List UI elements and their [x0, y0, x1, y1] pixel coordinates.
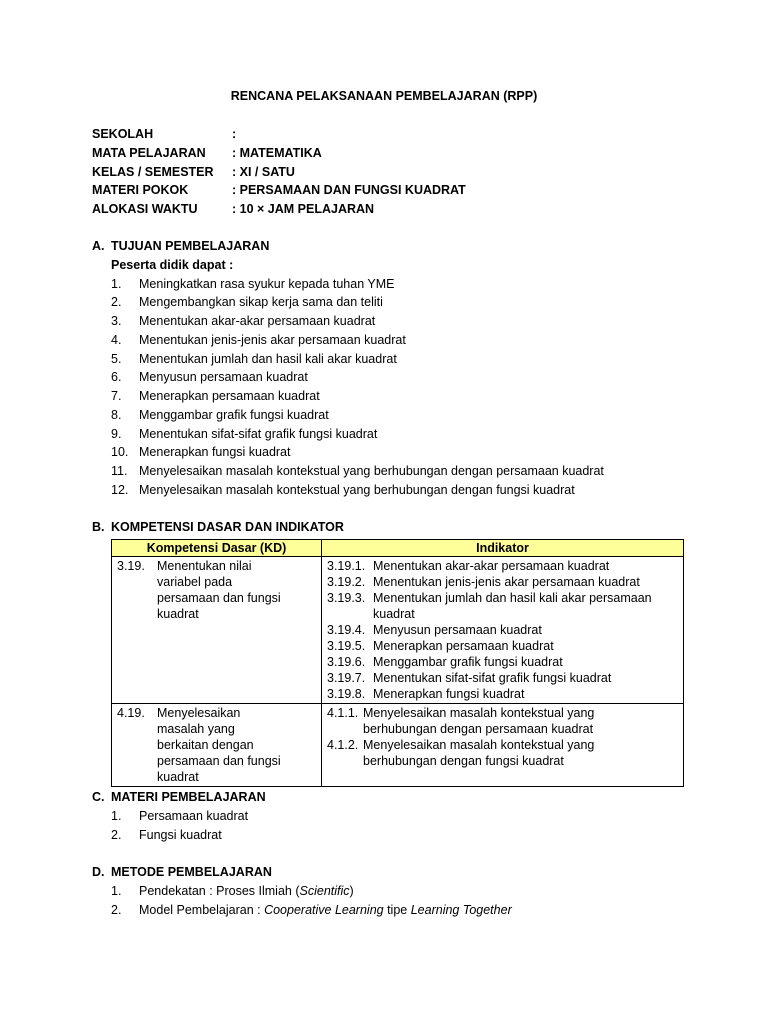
indicator-number: 3.19.6. [327, 655, 366, 669]
table-row [112, 557, 684, 704]
list-item-number: 1. [111, 884, 122, 898]
indicator-number: 3.19.4. [327, 623, 366, 637]
identity-value-materi-pokok: : PERSAMAAN DAN FUNGSI KUADRAT [232, 183, 466, 197]
table-header-indicator: Indikator [322, 540, 684, 557]
list-item-number: 8. [111, 408, 122, 422]
table-header-kd: Kompetensi Dasar (KD) [112, 540, 322, 557]
section-d-letter: D. [92, 865, 105, 879]
indicator-cell [322, 557, 684, 704]
indicator-text: Menyusun persamaan kuadrat [373, 623, 542, 637]
indicator-number: 4.1.2. [327, 738, 359, 752]
list-item: Menerapkan persamaan kuadrat [139, 389, 320, 403]
indicator-number: 3.19.8. [327, 687, 366, 701]
list-item-number: 12. [111, 483, 129, 497]
list-item: Mengembangkan sikap kerja sama dan teliti [139, 295, 383, 309]
approach-close: ) [349, 884, 354, 898]
list-item [139, 903, 512, 917]
section-d-title: METODE PEMBELAJARAN [111, 865, 272, 879]
kd-number: 4.19. [117, 706, 145, 720]
list-item-number: 11. [111, 464, 128, 478]
section-b-title: KOMPETENSI DASAR DAN INDIKATOR [111, 520, 344, 534]
indicator-text: Menerapkan fungsi kuadrat [373, 687, 525, 701]
list-item: Fungsi kuadrat [139, 828, 222, 842]
indicator-text: Menentukan akar-akar persamaan kuadrat [373, 559, 610, 573]
list-item: Menentukan sifat-sifat grafik fungsi kuadrat [139, 427, 378, 441]
indicator-text: Menerapkan persamaan kuadrat [373, 639, 554, 653]
indicator-number: 3.19.5. [327, 639, 366, 653]
list-item-number: 2. [111, 295, 122, 309]
list-item: Menentukan jumlah dan hasil kali akar kuadrat [139, 352, 397, 366]
identity-label-mata-pelajaran: MATA PELAJARAN [92, 146, 206, 160]
indicator-number: 3.19.1. [327, 559, 366, 573]
identity-label-alokasi-waktu: ALOKASI WAKTU [92, 202, 198, 216]
list-item-number: 2. [111, 903, 122, 917]
indicator-text: Menentukan sifat-sifat grafik fungsi kuadrat [373, 671, 612, 685]
indicator-number: 4.1.1. [327, 706, 359, 720]
indicator-number: 3.19.7. [327, 671, 366, 685]
list-item: Menggambar grafik fungsi kuadrat [139, 408, 329, 422]
list-item [139, 884, 354, 898]
list-item-number: 2. [111, 828, 122, 842]
list-item-number: 3. [111, 314, 122, 328]
identity-value-mata-pelajaran: : MATEMATIKA [232, 146, 322, 160]
kd-text: Menentukan nilai variabel pada persamaan dan fungsi kuadrat [157, 559, 281, 621]
identity-value-sekolah: : [232, 127, 237, 141]
model-label: Model Pembelajaran : [139, 903, 265, 917]
list-item: Menerapkan fungsi kuadrat [139, 445, 291, 459]
identity-value-alokasi-waktu: : 10 × JAM PELAJARAN [232, 202, 375, 216]
model-italic-2: Learning Together [410, 903, 512, 917]
model-mid: tipe [383, 903, 411, 917]
indicator-number: 3.19.3. [327, 591, 366, 605]
list-item: Menyelesaikan masalah kontekstual yang berhubungan dengan fungsi kuadrat [139, 483, 575, 497]
list-item: Menentukan akar-akar persamaan kuadrat [139, 314, 376, 328]
indicator-text: Menentukan jumlah dan hasil kali akar persamaan kuadrat [373, 591, 652, 621]
list-item-number: 6. [111, 370, 122, 384]
list-item-number: 4. [111, 333, 122, 347]
list-item-number: 1. [111, 809, 122, 823]
list-item: Menyelesaikan masalah kontekstual yang berhubungan dengan persamaan kuadrat [139, 464, 604, 478]
kd-cell [112, 557, 322, 704]
indicator-number: 3.19.2. [327, 575, 366, 589]
list-item-number: 9. [111, 427, 122, 441]
approach-italic: Scientific [299, 884, 350, 898]
section-b-letter: B. [92, 520, 105, 534]
section-c-letter: C. [92, 790, 105, 804]
identity-label-sekolah: SEKOLAH [92, 127, 154, 141]
kd-number: 3.19. [117, 559, 145, 573]
indicator-text: Menentukan jenis-jenis akar persamaan kuadrat [373, 575, 640, 589]
identity-label-kelas-semester: KELAS / SEMESTER [92, 165, 214, 179]
kd-text: Menyelesaikan masalah yang berkaitan dengan persamaan dan fungsi kuadrat [157, 706, 281, 784]
list-item-number: 1. [111, 277, 122, 291]
identity-value-kelas-semester: : XI / SATU [232, 165, 295, 179]
indicator-cell [322, 704, 684, 787]
section-a-intro: Peserta didik dapat : [111, 258, 234, 272]
table-header-row [112, 540, 684, 557]
section-c-title: MATERI PEMBELAJARAN [111, 790, 266, 804]
document-title: RENCANA PELAKSANAAN PEMBELAJARAN (RPP) [230, 89, 538, 103]
list-item: Menentukan jenis-jenis akar persamaan kuadrat [139, 333, 406, 347]
list-item-number: 7. [111, 389, 122, 403]
approach-label: Pendekatan : Proses Ilmiah ( [139, 884, 300, 898]
identity-label-materi-pokok: MATERI POKOK [92, 183, 189, 197]
list-item: Meningkatkan rasa syukur kepada tuhan YME [139, 277, 395, 291]
list-item: Persamaan kuadrat [139, 809, 249, 823]
indicator-text: Menyelesaikan masalah kontekstual yang berhubungan dengan fungsi kuadrat [363, 738, 595, 768]
indicator-text: Menggambar grafik fungsi kuadrat [373, 655, 563, 669]
table-row [112, 704, 684, 787]
list-item-number: 10. [111, 445, 129, 459]
list-item: Menyusun persamaan kuadrat [139, 370, 308, 384]
competency-table [111, 539, 684, 787]
section-a-title: TUJUAN PEMBELAJARAN [111, 239, 270, 253]
indicator-text: Menyelesaikan masalah kontekstual yang berhubungan dengan persamaan kuadrat [363, 706, 595, 736]
kd-cell [112, 704, 322, 787]
section-a-letter: A. [92, 239, 105, 253]
list-item-number: 5. [111, 352, 122, 366]
model-italic: Cooperative Learning [264, 903, 384, 917]
